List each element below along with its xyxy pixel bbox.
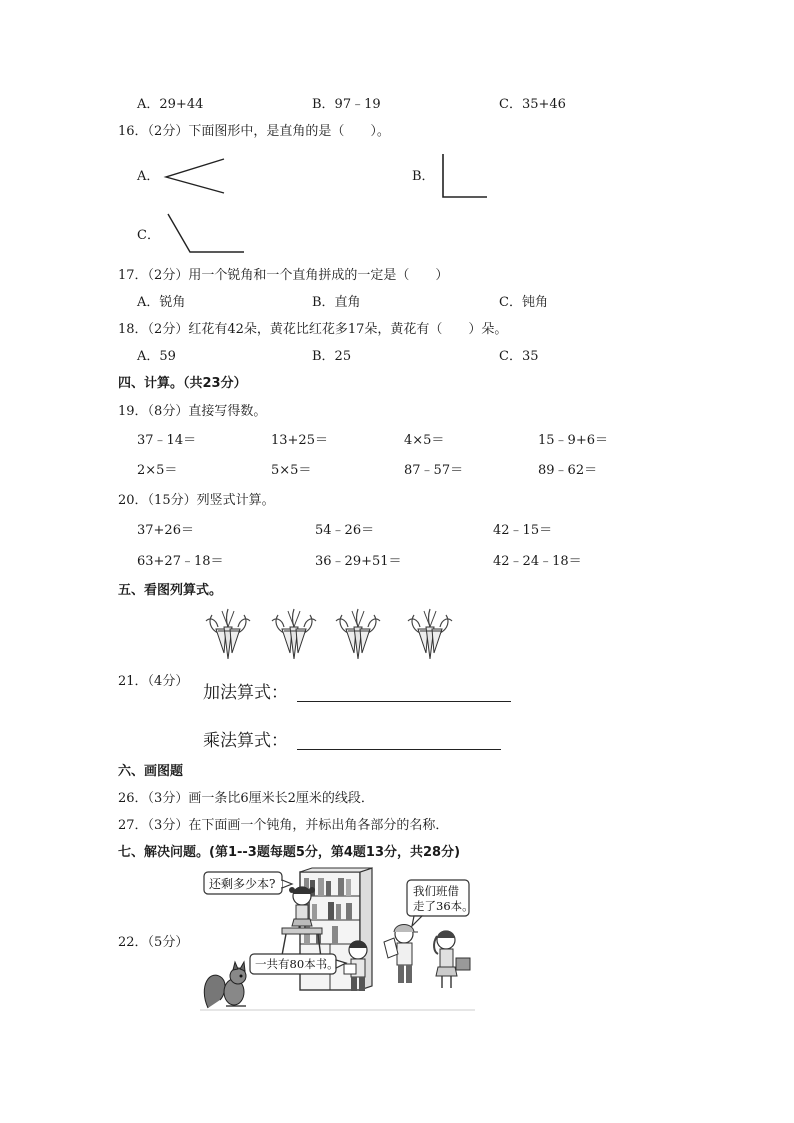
calc-item: 54﹣26＝: [315, 523, 375, 538]
calc-item: 63+27﹣18＝: [137, 554, 224, 569]
addition-answer-line[interactable]: [297, 701, 511, 702]
section-title: 七、解决问题。(第1--3题每题5分，第4题13分，共28分): [118, 845, 461, 860]
option-c: C．35: [499, 349, 539, 364]
option-b-label: B．: [412, 169, 435, 184]
bubble-borrowed-line2: 走了36本。: [413, 899, 474, 913]
calc-item: 5×5＝: [271, 463, 312, 478]
calc-item: 37+26＝: [137, 523, 194, 538]
right-angle-figure: [437, 152, 492, 202]
question-17: 17．（2分）用一个锐角和一个直角拼成的一定是（ ）: [118, 268, 449, 283]
library-scene-illustration: [200, 866, 475, 1012]
acute-angle-figure: [160, 155, 230, 197]
option-a: A．锐角: [137, 295, 186, 310]
option-c: C．35+46: [499, 97, 566, 112]
calc-item: 37﹣14＝: [137, 433, 197, 448]
section-title: 五、看图列算式。: [118, 583, 223, 598]
option-c: C．钝角: [499, 295, 548, 310]
calc-item: 42﹣15＝: [493, 523, 553, 538]
carrot-bunches-illustration: [200, 605, 512, 665]
calc-item: 2×5＝: [137, 463, 178, 478]
option-b: B．直角: [312, 295, 361, 310]
question-20: 20．（15分）列竖式计算。: [118, 493, 275, 508]
question-27: 27．（3分）在下面画一个钝角，并标出角各部分的名称．: [118, 818, 449, 833]
bubble-borrowed-line1: 我们班借: [413, 884, 459, 898]
question-22: 22．（5分）: [118, 935, 189, 950]
calc-item: 13+25＝: [271, 433, 328, 448]
option-a: A．59: [137, 349, 176, 364]
multiplication-answer-line[interactable]: [297, 749, 501, 750]
option-b: B．25: [312, 349, 352, 364]
question-26: 26．（3分）画一条比6厘米长2厘米的线段．: [118, 791, 374, 806]
addition-formula-label: 加法算式：: [203, 683, 288, 703]
section-title: 六、画图题: [118, 764, 184, 779]
question-19: 19．（8分）直接写得数。: [118, 404, 267, 419]
option-c-label: C．: [137, 228, 160, 243]
bubble-total-text: 一共有80本书。: [255, 957, 339, 971]
calc-item: 15﹣9+6＝: [538, 433, 608, 448]
calc-item: 87﹣57＝: [404, 463, 464, 478]
calc-item: 4×5＝: [404, 433, 445, 448]
question-18: 18．（2分）红花有42朵，黄花比红花多17朵，黄花有（ ）朵。: [118, 322, 508, 337]
bubble-remaining-text: 还剩多少本?: [209, 877, 276, 891]
calc-item: 42﹣24﹣18＝: [493, 554, 582, 569]
option-a-label: A．: [137, 169, 160, 184]
section-title: 四、计算。（共23分）: [118, 376, 247, 391]
obtuse-angle-figure: [160, 210, 250, 258]
calc-item: 89﹣62＝: [538, 463, 598, 478]
calc-item: 36﹣29+51＝: [315, 554, 402, 569]
option-b: B．97﹣19: [312, 97, 381, 112]
question-21: 21．（4分）: [118, 674, 189, 689]
question-16: 16．（2分）下面图形中，是直角的是（ ）。: [118, 124, 390, 139]
option-a: A．29+44: [137, 97, 204, 112]
multiplication-formula-label: 乘法算式：: [203, 731, 288, 751]
